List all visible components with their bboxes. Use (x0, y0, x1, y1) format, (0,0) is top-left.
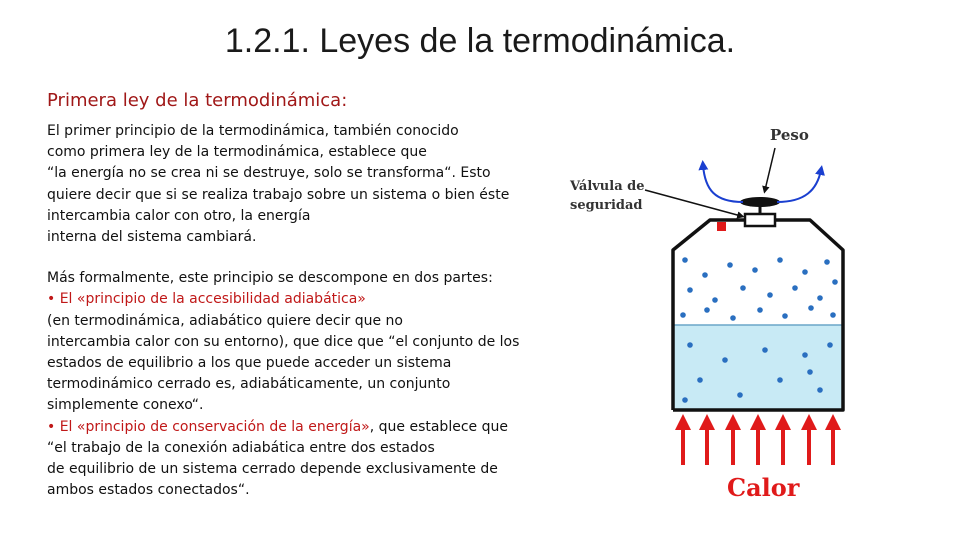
molecule-dot (792, 285, 798, 291)
text-line: “el trabajo de la conexión adiabática entre dos estados (47, 439, 435, 456)
molecule-dot (687, 342, 693, 348)
water-region (673, 325, 843, 410)
text-line: intercambia calor con otro, la energía (47, 207, 311, 224)
text-line: termodinámico cerrado es, adiabáticamente, un conjunto (47, 376, 451, 393)
text-column (47, 90, 547, 501)
weight-icon (740, 197, 780, 207)
text-line: “la energía no se crea ni se destruye, solo se transforma“. Esto (47, 165, 491, 182)
text-line: Más formalmente, este principio se descompone en dos partes: (47, 270, 493, 287)
molecule-dot (777, 257, 783, 263)
text-line: estados de equilibrio a los que puede acceder un sistema (47, 355, 452, 372)
label-weight: Peso (770, 126, 809, 144)
molecule-dot (802, 352, 808, 358)
intro-paragraph (47, 121, 547, 248)
molecule-dot (680, 312, 686, 318)
molecule-dot (777, 377, 783, 383)
bullet-adiabatic-accessibility: • El «principio de la accesibilidad adiabática» (47, 291, 366, 308)
text-line: ambos estados conectados“. (47, 482, 250, 499)
steam-arrow-left (703, 165, 743, 202)
molecule-dot (682, 397, 688, 403)
section-subtitle: Primera ley de la termodinámica: (47, 90, 348, 111)
text-line: (en termodinámica, adiabático quiere decir que no (47, 312, 403, 329)
heat-arrows-group (683, 422, 833, 465)
text-line: de equilibrio de un sistema cerrado depende exclusivamente de (47, 461, 498, 478)
bullet-energy-conservation: • El «principio de conservación de la energía» (47, 418, 370, 435)
molecule-dot (702, 272, 708, 278)
molecule-dot (830, 312, 836, 318)
label-valve-line2: seguridad (570, 198, 643, 213)
pointer-weight (765, 148, 775, 190)
text-line: intercambia calor con su entorno), que dice que “el conjunto de los (47, 333, 520, 350)
text-line: simplemente conexo“. (47, 397, 204, 414)
molecule-dot (802, 269, 808, 275)
molecule-dot (712, 297, 718, 303)
molecule-dot (730, 315, 736, 321)
formal-paragraph (47, 268, 547, 501)
steam-arrow-right (777, 170, 821, 202)
molecule-dot (697, 377, 703, 383)
molecule-dot (762, 347, 768, 353)
molecule-dot (807, 369, 813, 375)
molecule-dot (687, 287, 693, 293)
molecule-dot (824, 259, 830, 265)
molecule-dot (817, 387, 823, 393)
slide-title: 1.2.1. Leyes de la termodinámica. (224, 22, 736, 60)
molecule-dot (817, 295, 823, 301)
molecule-dot (740, 285, 746, 291)
text-line: , que establece que (369, 418, 508, 435)
molecule-dot (767, 292, 773, 298)
red-indicator (717, 222, 726, 231)
label-heat: Calor (727, 473, 800, 502)
text-line: interna del sistema cambiará. (47, 229, 257, 246)
text-line: El primer principio de la termodinámica, también conocido (47, 123, 459, 139)
pressure-vessel-diagram (565, 110, 885, 510)
molecule-dot (727, 262, 733, 268)
molecule-dot (722, 357, 728, 363)
text-line: quiere decir que si se realiza trabajo sobre un sistema o bien éste (47, 186, 510, 203)
molecule-dot (757, 307, 763, 313)
pointer-valve (645, 190, 741, 216)
label-valve-line1: Válvula de (570, 179, 645, 194)
text-line: como primera ley de la termodinámica, establece que (47, 144, 427, 161)
molecule-dot (782, 313, 788, 319)
safety-valve-base (745, 214, 775, 226)
molecule-dot (752, 267, 758, 273)
molecule-dot (827, 342, 833, 348)
molecule-dot (704, 307, 710, 313)
molecule-dot (682, 257, 688, 263)
molecule-dot (832, 279, 838, 285)
molecule-dot (737, 392, 743, 398)
molecule-dot (808, 305, 814, 311)
